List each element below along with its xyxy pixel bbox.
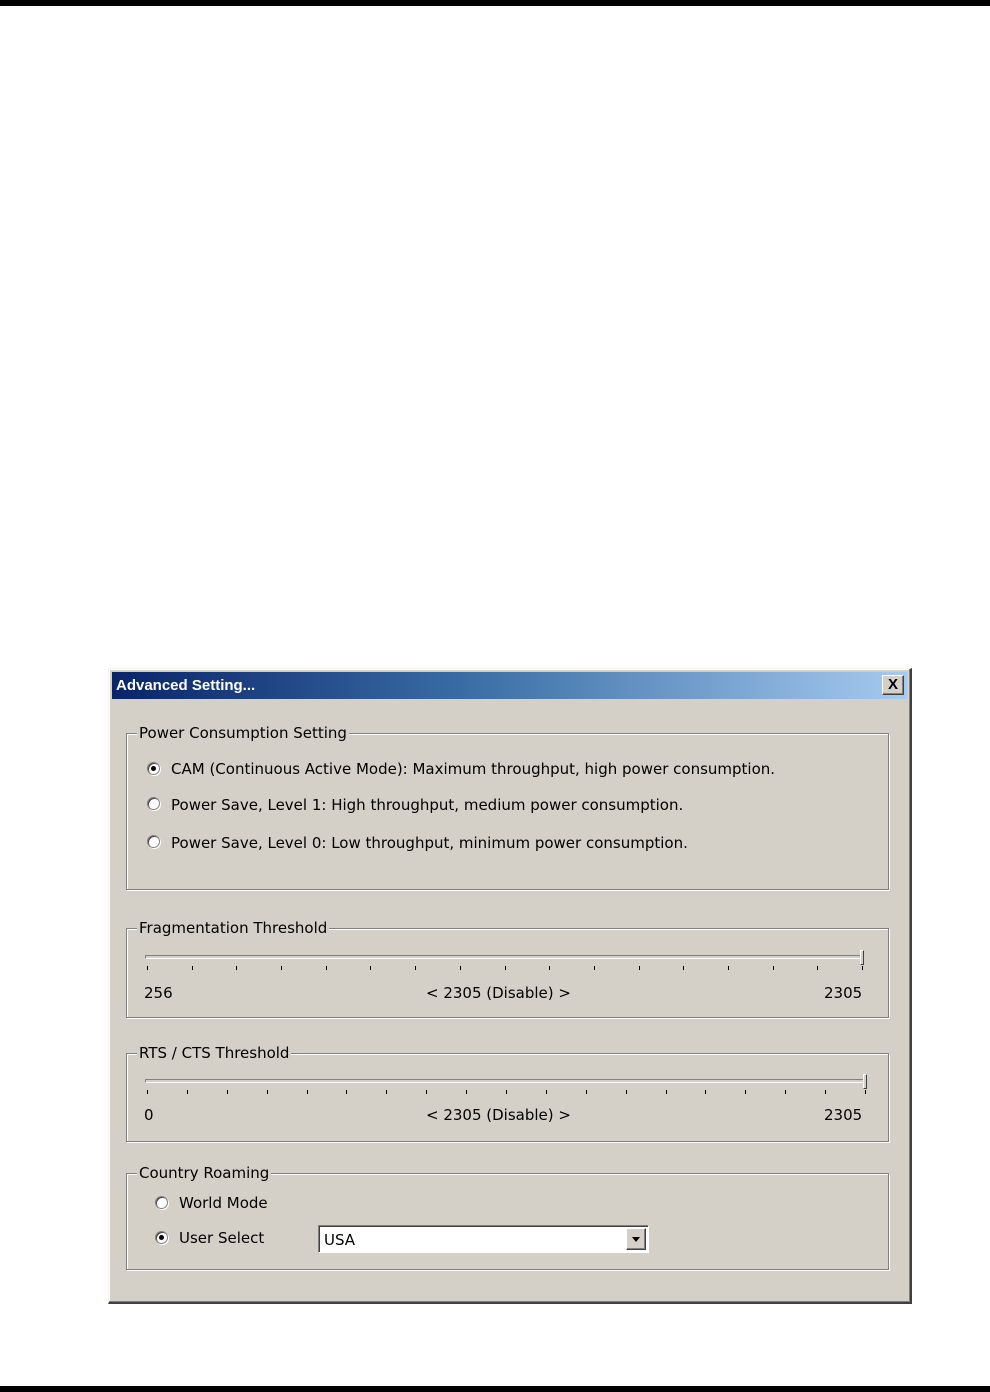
radio-cam-label[interactable]: CAM (Continuous Active Mode): Maximum throughput, high power consumption.: [171, 760, 776, 778]
title-bar[interactable]: [112, 672, 907, 699]
fragmentation-tick: [683, 966, 684, 970]
country-roaming-group: [126, 1173, 889, 1270]
fragmentation-tick: [817, 966, 818, 970]
country-select-value: USA: [324, 1231, 356, 1249]
radio-power-save-0[interactable]: [147, 835, 160, 848]
country-roaming-legend: Country Roaming: [139, 1164, 270, 1182]
rts-cts-slider-track[interactable]: [145, 1079, 867, 1083]
fragmentation-current-value: < 2305 (Disable) >: [426, 984, 571, 1002]
country-select-dropdown-button[interactable]: [626, 1228, 646, 1250]
fragmentation-tick: [505, 966, 506, 970]
fragmentation-legend: Fragmentation Threshold: [139, 919, 328, 937]
rts-cts-tick: [307, 1090, 308, 1094]
fragmentation-tick: [370, 966, 371, 970]
rts-cts-tick: [227, 1090, 228, 1094]
close-icon: X: [887, 676, 898, 693]
fragmentation-tick: [326, 966, 327, 970]
rts-cts-slider-thumb[interactable]: [863, 1074, 867, 1089]
fragmentation-tick: [773, 966, 774, 970]
rts-cts-group: [126, 1053, 889, 1142]
fragmentation-group: [126, 928, 889, 1018]
fragmentation-slider-thumb[interactable]: [860, 950, 864, 965]
page-top-rule: [0, 0, 990, 6]
rts-cts-tick: [586, 1090, 587, 1094]
rts-cts-tick: [785, 1090, 786, 1094]
rts-cts-tick: [426, 1090, 427, 1094]
fragmentation-tick: [639, 966, 640, 970]
fragmentation-tick: [192, 966, 193, 970]
fragmentation-tick: [236, 966, 237, 970]
fragmentation-tick: [594, 966, 595, 970]
fragmentation-tick: [415, 966, 416, 970]
radio-power-save-0-label[interactable]: Power Save, Level 0: Low throughput, minimum power consumption.: [171, 834, 688, 852]
close-button[interactable]: [882, 675, 904, 695]
rts-cts-tick: [466, 1090, 467, 1094]
rts-cts-max-label: 2305: [824, 1106, 863, 1124]
rts-cts-tick: [705, 1090, 706, 1094]
radio-power-save-1[interactable]: [147, 797, 160, 810]
rts-cts-tick: [506, 1090, 507, 1094]
rts-cts-tick: [346, 1090, 347, 1094]
rts-cts-tick: [626, 1090, 627, 1094]
radio-cam-dot: [151, 766, 156, 771]
rts-cts-tick: [147, 1090, 148, 1094]
radio-user-select-dot: [159, 1235, 164, 1240]
rts-cts-tick: [865, 1090, 866, 1094]
chevron-down-icon: [632, 1237, 640, 1242]
rts-cts-current-value: < 2305 (Disable) >: [426, 1106, 571, 1124]
rts-cts-tick: [386, 1090, 387, 1094]
fragmentation-min-label: 256: [144, 984, 173, 1002]
radio-user-select-label[interactable]: User Select: [179, 1229, 265, 1247]
rts-cts-min-label: 0: [144, 1106, 154, 1124]
rts-cts-tick: [267, 1090, 268, 1094]
fragmentation-tick: [281, 966, 282, 970]
fragmentation-slider-track[interactable]: [145, 955, 864, 959]
rts-cts-tick: [666, 1090, 667, 1094]
fragmentation-max-label: 2305: [824, 984, 863, 1002]
rts-cts-tick: [825, 1090, 826, 1094]
radio-cam[interactable]: [147, 762, 160, 775]
radio-power-save-1-label[interactable]: Power Save, Level 1: High throughput, medium power consumption.: [171, 796, 684, 814]
radio-user-select[interactable]: [155, 1231, 168, 1244]
power-consumption-legend: Power Consumption Setting: [139, 724, 347, 742]
radio-world-mode-label[interactable]: World Mode: [179, 1194, 268, 1212]
fragmentation-tick: [147, 966, 148, 970]
rts-cts-tick: [546, 1090, 547, 1094]
rts-cts-tick: [745, 1090, 746, 1094]
fragmentation-tick: [549, 966, 550, 970]
fragmentation-tick: [862, 966, 863, 970]
rts-cts-legend: RTS / CTS Threshold: [139, 1044, 290, 1062]
page-bottom-rule: [0, 1386, 990, 1392]
country-select[interactable]: [318, 1225, 649, 1253]
rts-cts-tick: [187, 1090, 188, 1094]
fragmentation-tick: [728, 966, 729, 970]
radio-world-mode[interactable]: [155, 1196, 168, 1209]
fragmentation-tick: [460, 966, 461, 970]
dialog-title: Advanced Setting...: [116, 677, 256, 694]
